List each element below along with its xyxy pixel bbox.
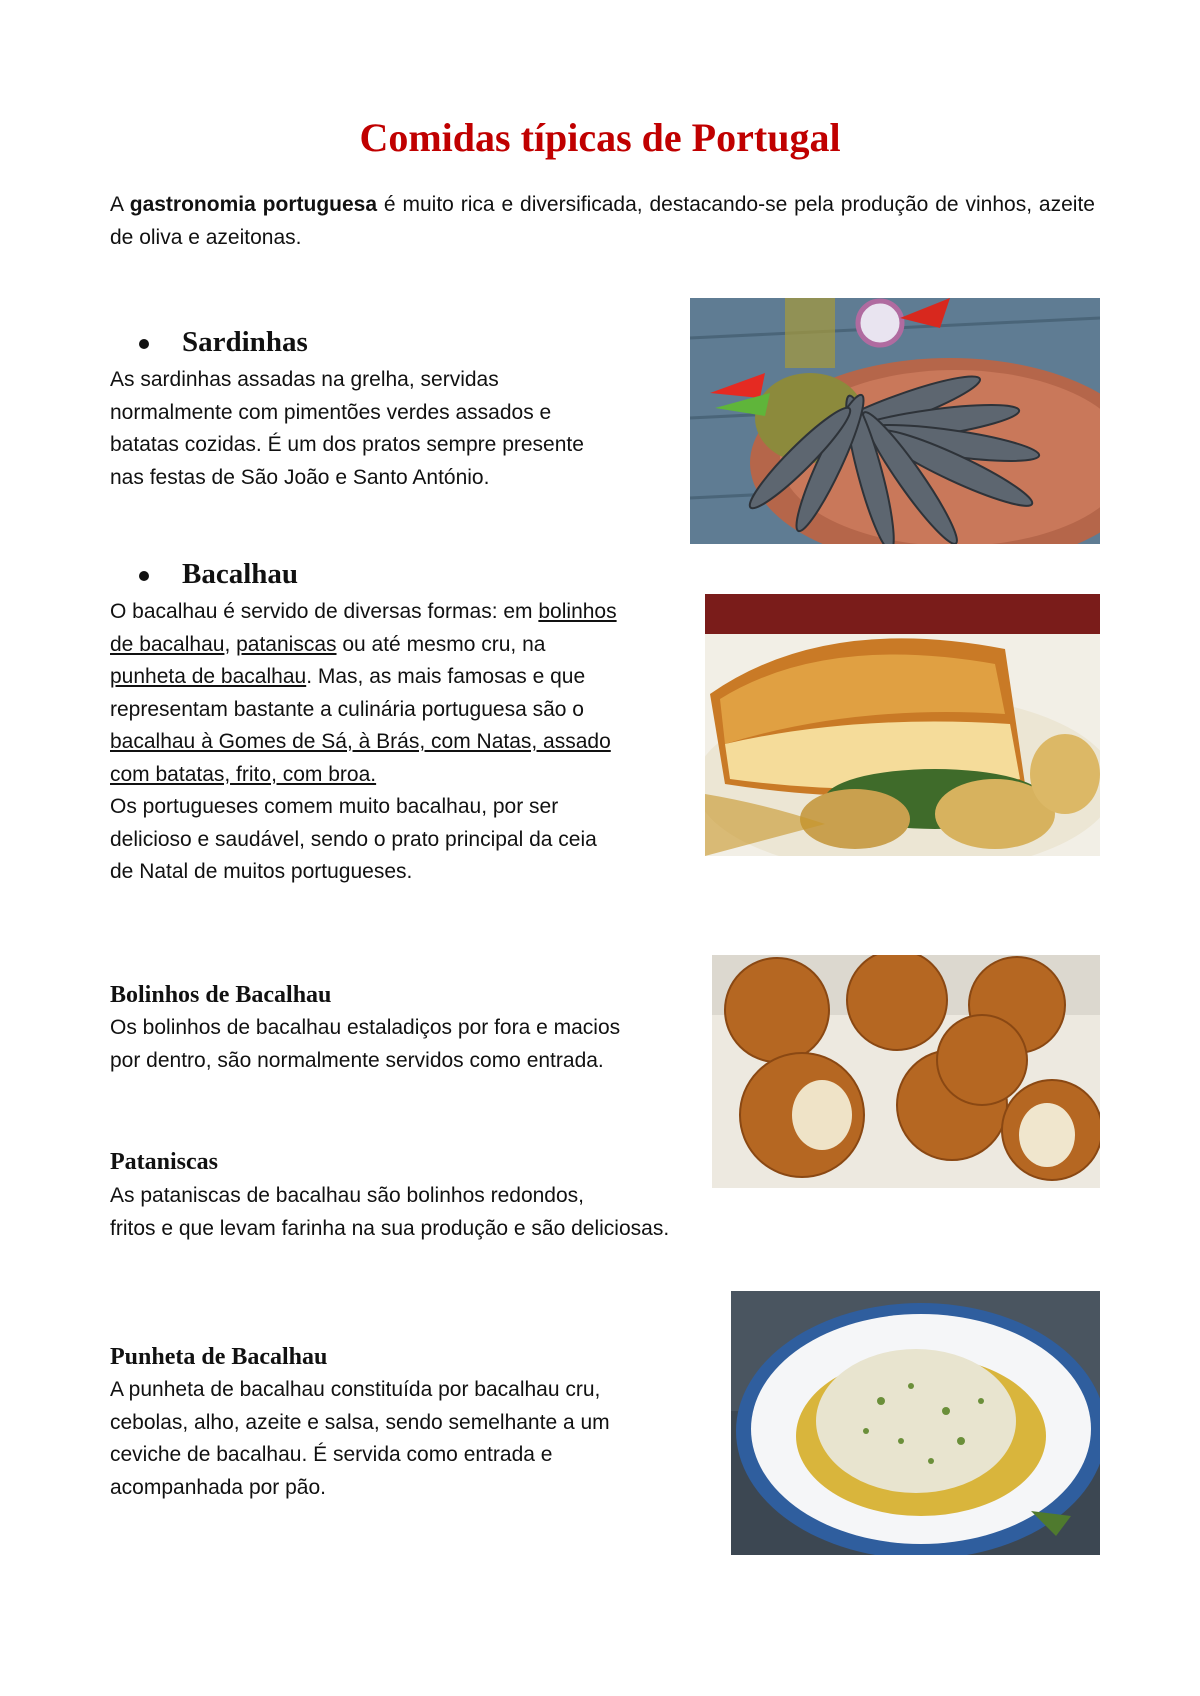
bolinhos-line: Os bolinhos de bacalhau estaladiços por fora e macios — [110, 1016, 621, 1039]
bullet-icon — [139, 339, 149, 349]
text-run: , — [224, 632, 237, 656]
bolinhos-line: por dentro, são normalmente servidos como entrada. — [110, 1048, 604, 1072]
link-pataniscas[interactable]: pataniscas — [236, 632, 337, 656]
bolinhos-photo — [712, 955, 1100, 1188]
bacalhau-line — [110, 759, 617, 792]
sardinhas-line: As sardinhas assadas na grelha, servidas — [110, 368, 499, 391]
link-punheta[interactable]: punheta de bacalhau — [110, 665, 307, 688]
link-bacalhau-variants-2[interactable]: com batatas, frito, com broa. — [110, 762, 377, 786]
sardinhas-line: nas festas de São João e Santo António. — [110, 465, 490, 489]
heading-punheta: Punheta de Bacalhau — [110, 1344, 328, 1370]
bacalhau-paragraph — [110, 596, 617, 889]
sardinhas-line: batatas cozidas. É um dos pratos sempre presente — [110, 433, 584, 456]
punheta-line: A punheta de bacalhau constituída por bacalhau cru, — [110, 1378, 601, 1401]
intro-line2: vinhos, azeite de oliva e azeitonas. — [110, 193, 1095, 249]
page-title: Comidas típicas de Portugal — [359, 115, 841, 160]
pataniscas-line: fritos e que levam farinha na sua produção e são deliciosas. — [110, 1216, 670, 1240]
heading-sardinhas — [142, 326, 308, 359]
punheta-photo — [731, 1291, 1100, 1555]
text-run: . Mas, as mais famosas e que — [306, 665, 586, 688]
bacalhau-line: delicioso e saudável, sendo o prato principal da ceia — [110, 827, 597, 851]
bacalhau-line — [110, 726, 617, 759]
punheta-line: ceviche de bacalhau. É servida como entrada e — [110, 1443, 553, 1466]
sardinhas-photo — [690, 298, 1100, 544]
bolinhos-paragraph — [110, 1012, 620, 1077]
bacalhau-line — [110, 629, 617, 662]
link-bolinhos[interactable]: bolinhos — [538, 600, 617, 623]
punheta-line: cebolas, alho, azeite e salsa, sendo semelhante a um — [110, 1410, 610, 1434]
intro-line1-rest: é muito rica e diversificada, destacando-se pela produção de — [377, 193, 959, 216]
punheta-line: acompanhada por pão. — [110, 1475, 326, 1499]
pataniscas-paragraph — [110, 1180, 669, 1245]
text-run: O bacalhau é servido de diversas formas: em — [110, 600, 539, 623]
link-de-bacalhau[interactable]: de bacalhau — [110, 632, 225, 656]
link-bacalhau-variants[interactable]: bacalhau à Gomes de Sá, à Brás, com Natas, assado — [110, 730, 611, 753]
bacalhau-line: representam bastante a culinária portuguesa são o — [110, 697, 584, 721]
bacalhau-line — [110, 596, 617, 629]
sardinhas-line: normalmente com pimentões verdes assados e — [110, 400, 552, 424]
intro-paragraph — [110, 188, 1095, 254]
bacalhau-line: de Natal de muitos portugueses. — [110, 860, 413, 883]
intro-prefix: A — [110, 193, 130, 216]
bacalhau-line: Os portugueses comem muito bacalhau, por ser — [110, 795, 559, 818]
text-run: ou até mesmo cru, na — [336, 632, 546, 656]
heading-pataniscas: Pataniscas — [110, 1149, 218, 1175]
bacalhau-photo — [705, 594, 1100, 856]
bullet-icon — [139, 571, 149, 581]
heading-bacalhau-text: Bacalhau — [182, 558, 299, 590]
sardinhas-paragraph — [110, 364, 584, 494]
heading-sardinhas-text: Sardinhas — [182, 326, 308, 358]
bacalhau-line — [110, 661, 617, 694]
intro-bold: gastronomia portuguesa — [129, 193, 378, 216]
pataniscas-line: As pataniscas de bacalhau são bolinhos redondos, — [110, 1184, 584, 1207]
heading-bolinhos: Bolinhos de Bacalhau — [110, 982, 332, 1008]
heading-bacalhau — [142, 558, 298, 591]
punheta-paragraph — [110, 1374, 610, 1504]
